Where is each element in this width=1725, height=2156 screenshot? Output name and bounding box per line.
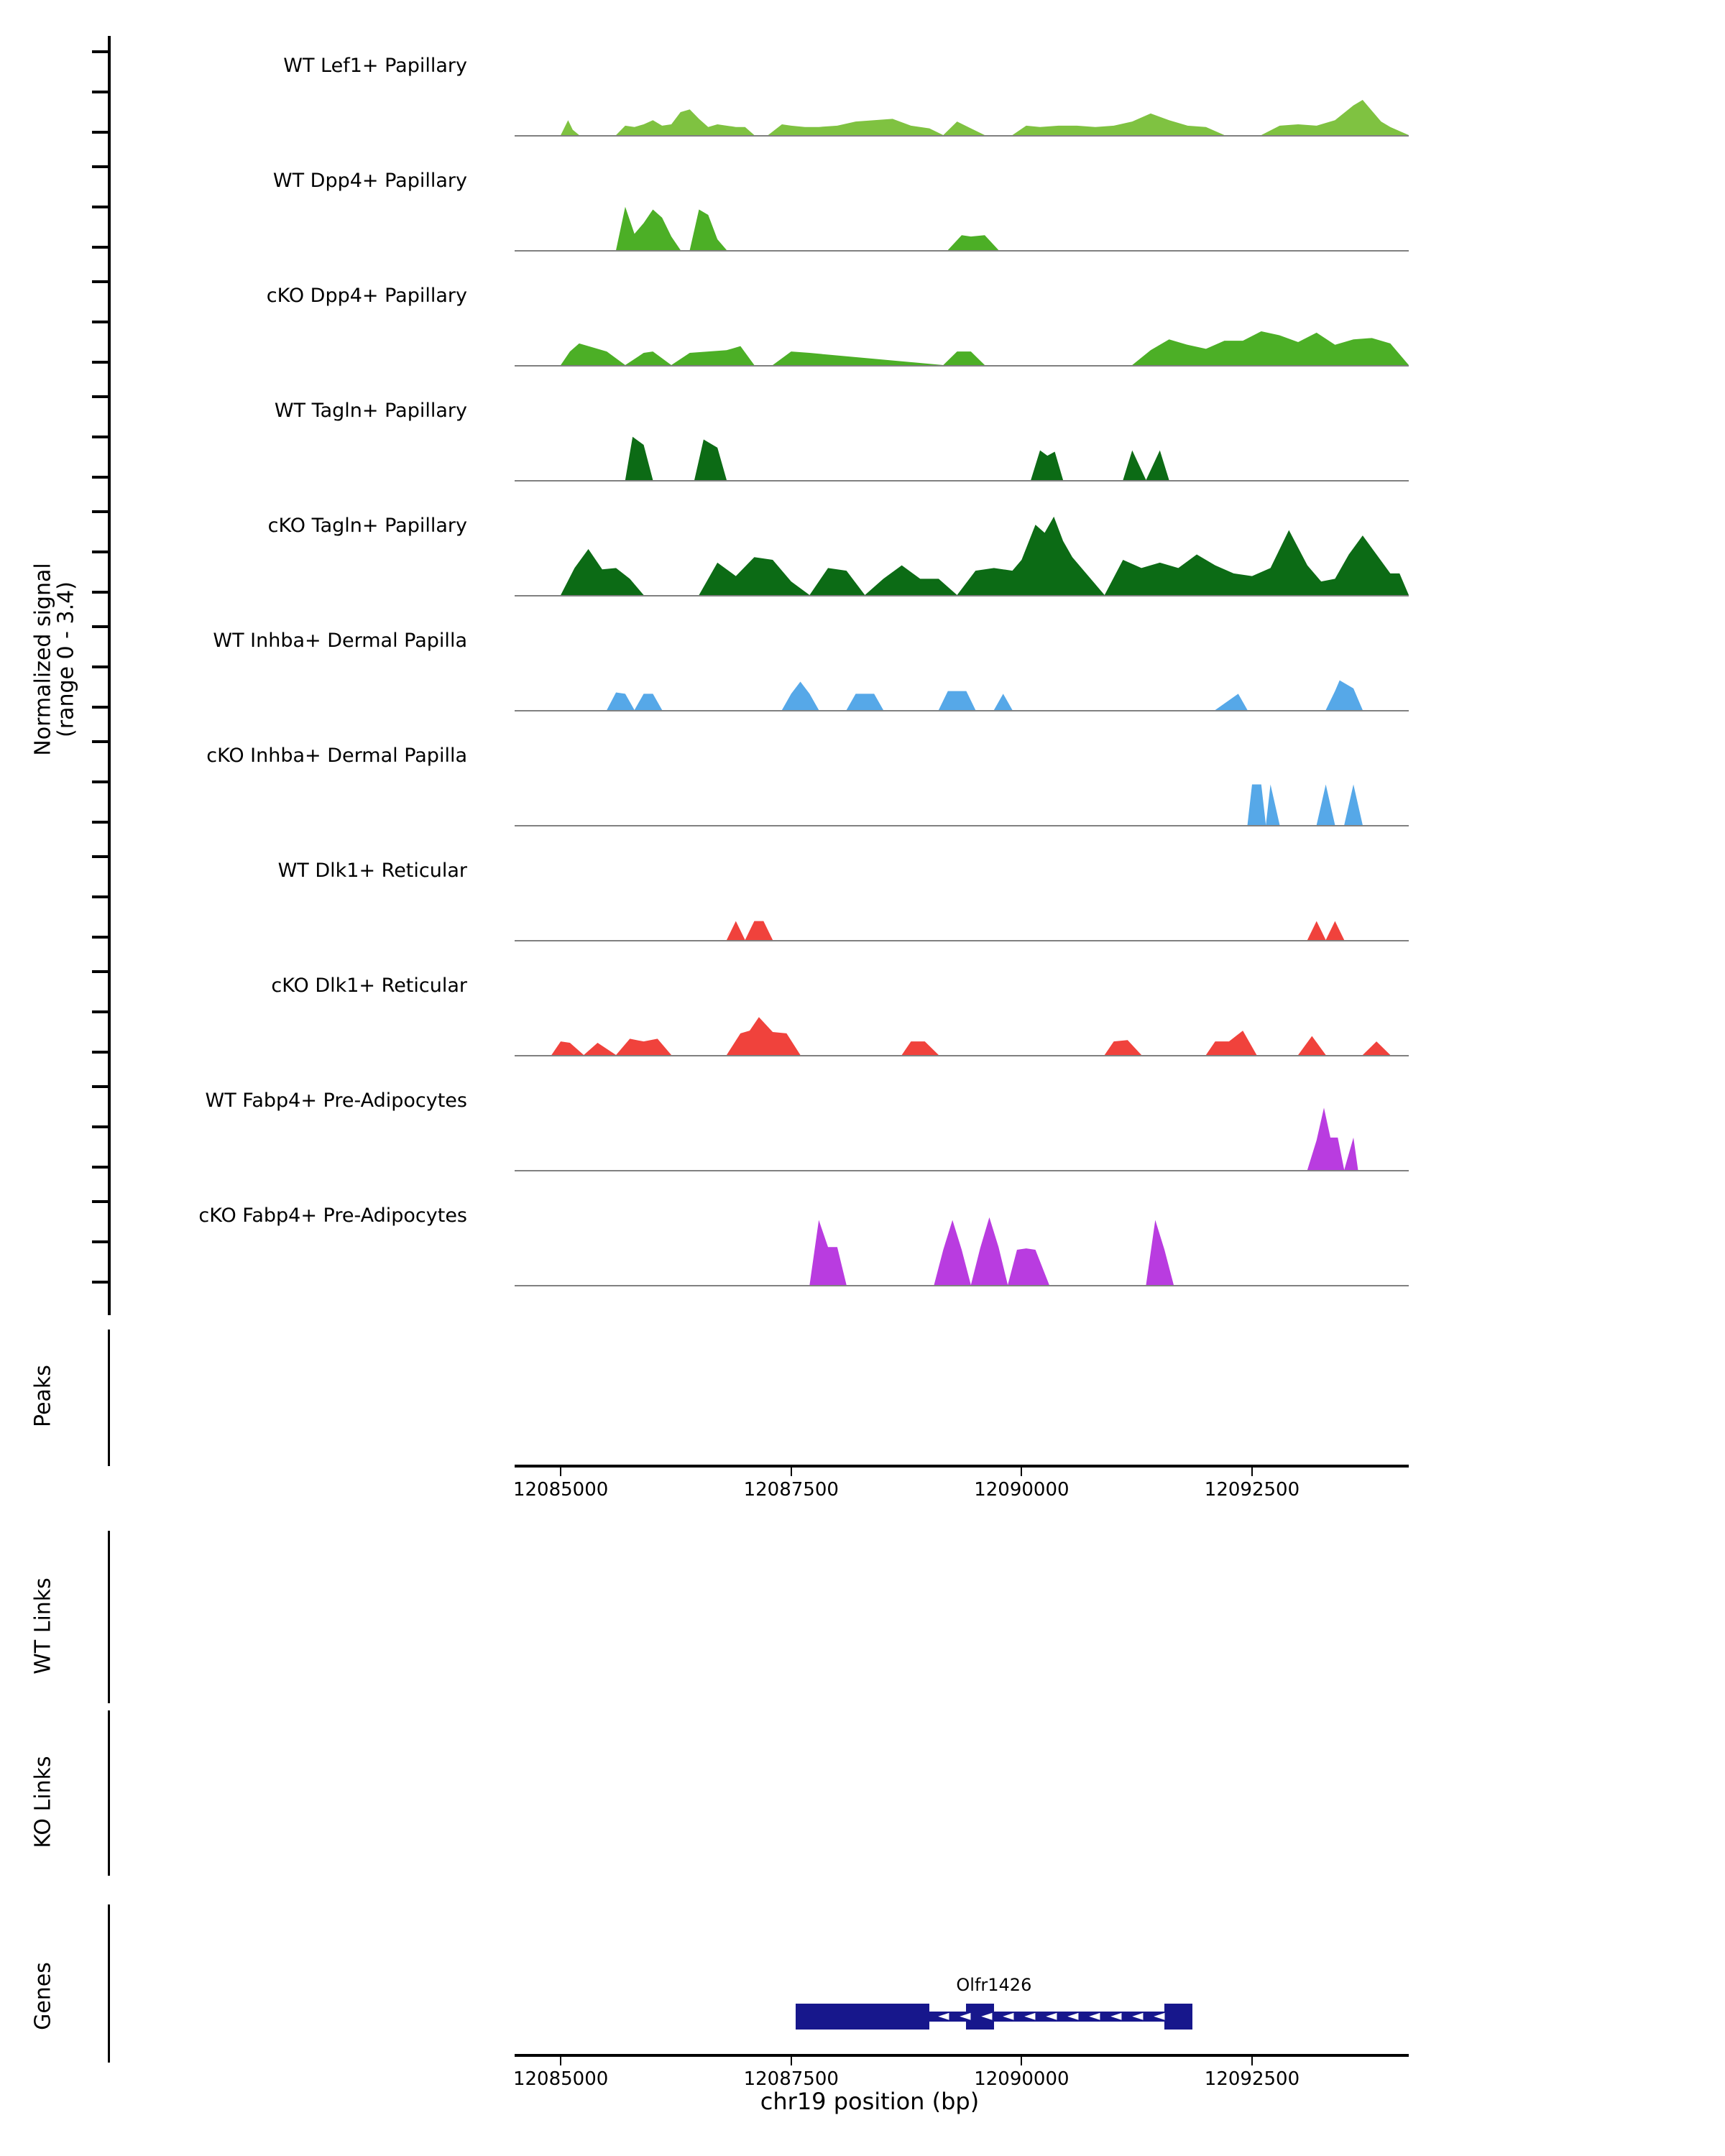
x-axis-tick-label: 12085000 bbox=[512, 1479, 609, 1501]
x-axis-tick bbox=[791, 1468, 792, 1476]
peaks-section-label: Peaks bbox=[30, 1365, 56, 1427]
x-axis-line bbox=[515, 2054, 1409, 2057]
track-label: cKO Tagln+ Papillary bbox=[267, 515, 467, 537]
y-axis-tick bbox=[92, 780, 111, 783]
wt-links-section-spine bbox=[108, 1531, 110, 1703]
strand-arrow-icon: ◄ bbox=[1089, 2007, 1100, 2024]
track-label: WT Fabp4+ Pre-Adipocytes bbox=[205, 1089, 467, 1112]
y-axis-tick bbox=[92, 740, 111, 743]
x-axis-tick bbox=[1251, 1468, 1253, 1476]
ko-links-section-label: KO Links bbox=[30, 1756, 56, 1848]
signal-trace bbox=[513, 614, 1410, 711]
track-label: WT Dpp4+ Papillary bbox=[272, 170, 467, 192]
gene-exon bbox=[796, 2004, 929, 2030]
y-axis-tick bbox=[92, 1281, 111, 1284]
x-axis-line bbox=[515, 1465, 1409, 1468]
x-axis-tick-label: 12090000 bbox=[974, 1479, 1070, 1501]
strand-arrow-icon: ◄ bbox=[1003, 2007, 1014, 2024]
x-axis-tick-label: 12085000 bbox=[512, 2068, 609, 2090]
y-axis-tick bbox=[92, 1200, 111, 1203]
y-axis-tick bbox=[92, 321, 111, 323]
y-axis-tick bbox=[92, 665, 111, 668]
signal-trace bbox=[513, 729, 1410, 826]
track-label: cKO Dlk1+ Reticular bbox=[271, 975, 467, 997]
x-axis-title: chr19 position (bp) bbox=[760, 2088, 980, 2115]
x-axis-tick bbox=[1251, 2057, 1253, 2065]
ko-links-section-spine bbox=[108, 1710, 110, 1876]
y-axis-tick bbox=[92, 246, 111, 249]
signal-trace bbox=[513, 270, 1410, 366]
strand-arrow-icon: ◄ bbox=[1046, 2007, 1057, 2024]
y-axis-tick bbox=[92, 936, 111, 939]
genes-section-spine bbox=[108, 1904, 110, 2063]
x-axis-tick-label: 12090000 bbox=[974, 2068, 1070, 2090]
strand-arrow-icon: ◄ bbox=[938, 2007, 949, 2024]
strand-arrow-icon: ◄ bbox=[1067, 2007, 1079, 2024]
y-axis-tick bbox=[92, 50, 111, 53]
x-axis-tick bbox=[791, 2057, 792, 2065]
y-axis-tick bbox=[92, 361, 111, 364]
y-axis-tick bbox=[92, 91, 111, 93]
y-axis-tick bbox=[92, 131, 111, 134]
x-axis-tick bbox=[1021, 1468, 1022, 1476]
x-axis-tick-label: 12087500 bbox=[743, 1479, 839, 1501]
y-axis-tick bbox=[92, 591, 111, 594]
y-axis-tick bbox=[92, 1085, 111, 1088]
y-axis-tick bbox=[92, 510, 111, 513]
y-axis-tick bbox=[92, 821, 111, 824]
x-axis-tick-label: 12092500 bbox=[1204, 2068, 1300, 2090]
track-label: WT Dlk1+ Reticular bbox=[277, 860, 467, 882]
strand-arrow-icon: ◄ bbox=[1132, 2007, 1144, 2024]
signal-trace bbox=[513, 1074, 1410, 1171]
track-label: WT Lef1+ Papillary bbox=[283, 55, 467, 77]
track-label: WT Tagln+ Papillary bbox=[274, 400, 467, 422]
track-label: WT Inhba+ Dermal Papilla bbox=[213, 630, 467, 652]
y-axis-label-line2: (range 0 - 3.4) bbox=[53, 581, 79, 737]
signal-trace bbox=[513, 499, 1410, 596]
y-axis-tick bbox=[92, 706, 111, 709]
signal-trace bbox=[513, 384, 1410, 481]
signal-axis-spine bbox=[108, 36, 111, 1315]
signal-trace bbox=[513, 1189, 1410, 1286]
x-axis-tick bbox=[560, 1468, 561, 1476]
y-axis-tick bbox=[92, 895, 111, 898]
x-axis-tick-label: 12087500 bbox=[743, 2068, 839, 2090]
y-axis-tick bbox=[92, 1010, 111, 1013]
y-axis-tick bbox=[92, 970, 111, 973]
track-label: cKO Fabp4+ Pre-Adipocytes bbox=[198, 1204, 467, 1227]
y-axis-tick bbox=[92, 625, 111, 628]
signal-trace bbox=[513, 155, 1410, 251]
wt-links-section-label: WT Links bbox=[30, 1577, 56, 1674]
peaks-section-spine bbox=[108, 1330, 110, 1466]
y-axis-tick bbox=[92, 1125, 111, 1128]
y-axis-tick bbox=[92, 436, 111, 438]
genes-section-label: Genes bbox=[30, 1962, 56, 2030]
strand-arrow-icon: ◄ bbox=[1154, 2007, 1165, 2024]
y-axis-tick bbox=[92, 165, 111, 168]
y-axis-tick bbox=[92, 1240, 111, 1243]
track-label: cKO Inhba+ Dermal Papilla bbox=[206, 745, 467, 767]
strand-arrow-icon: ◄ bbox=[960, 2007, 971, 2024]
signal-trace bbox=[513, 40, 1410, 136]
signal-trace bbox=[513, 844, 1410, 941]
track-label: cKO Dpp4+ Papillary bbox=[266, 285, 467, 307]
x-axis-tick bbox=[560, 2057, 561, 2065]
y-axis-tick bbox=[92, 206, 111, 208]
y-axis-tick bbox=[92, 280, 111, 283]
x-axis-tick bbox=[1021, 2057, 1022, 2065]
y-axis-tick bbox=[92, 1166, 111, 1169]
strand-arrow-icon: ◄ bbox=[1110, 2007, 1122, 2024]
y-axis-tick bbox=[92, 395, 111, 398]
strand-arrow-icon: ◄ bbox=[1024, 2007, 1036, 2024]
gene-label: Olfr1426 bbox=[956, 1975, 1032, 1995]
y-axis-tick bbox=[92, 550, 111, 553]
y-axis-tick bbox=[92, 855, 111, 858]
x-axis-tick-label: 12092500 bbox=[1204, 1479, 1300, 1501]
y-axis-tick bbox=[92, 476, 111, 479]
y-axis-label-line1: Normalized signal bbox=[30, 563, 56, 756]
strand-arrow-icon: ◄ bbox=[981, 2007, 993, 2024]
y-axis-tick bbox=[92, 1051, 111, 1054]
gene-exon bbox=[1164, 2004, 1192, 2030]
signal-trace bbox=[513, 959, 1410, 1056]
